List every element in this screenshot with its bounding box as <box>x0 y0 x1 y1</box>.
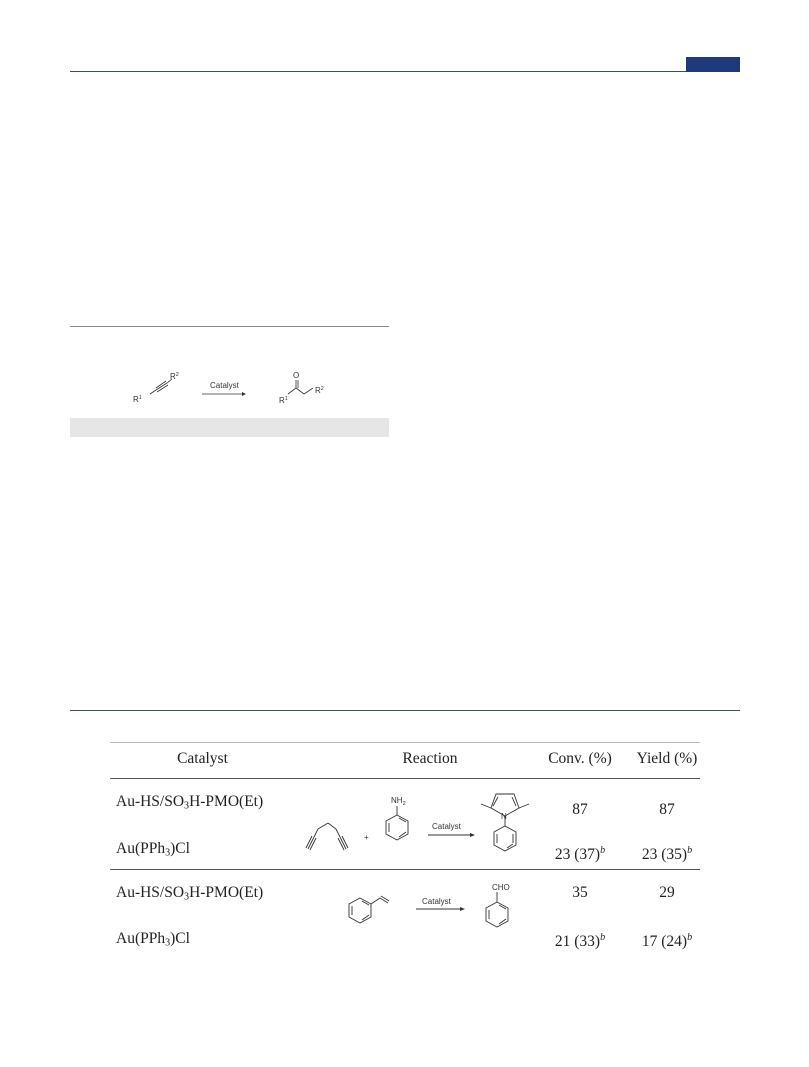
scheme-product-r2: $R^2$ <box>315 386 324 395</box>
benzaldehyde-structure <box>486 892 508 927</box>
col-header-conv: Conv. (%) <box>548 750 612 767</box>
scheme-reactant-r1: $R^1$ <box>133 395 142 404</box>
table-header-rule <box>110 778 700 779</box>
table-row-2-catalyst: Au(PPh$_3$)Cl <box>116 840 190 859</box>
styrene-structure <box>349 896 389 923</box>
table-row-3-conv: 35 <box>572 884 588 901</box>
table-row-3-catalyst: $Au-HS/SO_3H-PMO(Et)$ <box>116 884 264 903</box>
col-header-reaction: Reaction <box>402 750 458 767</box>
header-rule <box>70 71 686 72</box>
reaction-1-scheme <box>300 785 530 860</box>
table-row-1-yield: 87 <box>659 801 675 818</box>
scheme-arrow-label: Catalyst <box>210 381 239 390</box>
table-row-2-conv: 23 $(37)^b$ <box>554 844 606 863</box>
reaction-2-cho: CHO <box>492 883 510 892</box>
reaction-1-arrow-label: Catalyst <box>432 822 461 831</box>
table-row-3-yield: 29 <box>659 884 675 901</box>
table-row-1-conv: 87 <box>572 801 588 818</box>
scheme-caption-band <box>70 418 389 437</box>
scheme-top-rule <box>70 326 389 327</box>
reaction-1-n-label: N <box>501 812 507 821</box>
reaction-2-scheme <box>340 874 530 932</box>
scheme-product-o: O <box>293 371 300 380</box>
table-row-2-yield: 23 $(35)^b$ <box>641 844 693 863</box>
pyrrole-structure <box>481 794 529 851</box>
table-row-4-yield: 17 $(24)^b$ <box>641 931 693 950</box>
table-section-rule <box>70 710 740 711</box>
scheme-alkyne-hydration <box>70 360 389 410</box>
col-header-catalyst: Catalyst <box>177 750 228 767</box>
table-row-4-conv: 21 $(33)^b$ <box>554 931 606 950</box>
table-row-1-catalyst: $Au-HS/SO_3H-PMO(Et)$ <box>116 793 264 812</box>
col-header-yield: Yield (%) <box>636 750 698 767</box>
header-tab <box>686 57 740 72</box>
aniline-structure <box>386 806 408 840</box>
diyne-structure <box>306 823 348 850</box>
scheme-reactant-r2: $R^2$ <box>170 372 179 381</box>
reaction-2-arrow-label: Catalyst <box>422 897 451 906</box>
reaction-1-nh2: $NH_2$ <box>391 796 406 807</box>
table-group-rule <box>110 869 700 870</box>
scheme-product-r1: $R^1$ <box>279 396 288 405</box>
table-row-4-catalyst: Au(PPh$_3$)Cl <box>116 930 190 949</box>
table-top-rule <box>110 742 700 743</box>
reaction-1-plus: + <box>364 833 369 842</box>
